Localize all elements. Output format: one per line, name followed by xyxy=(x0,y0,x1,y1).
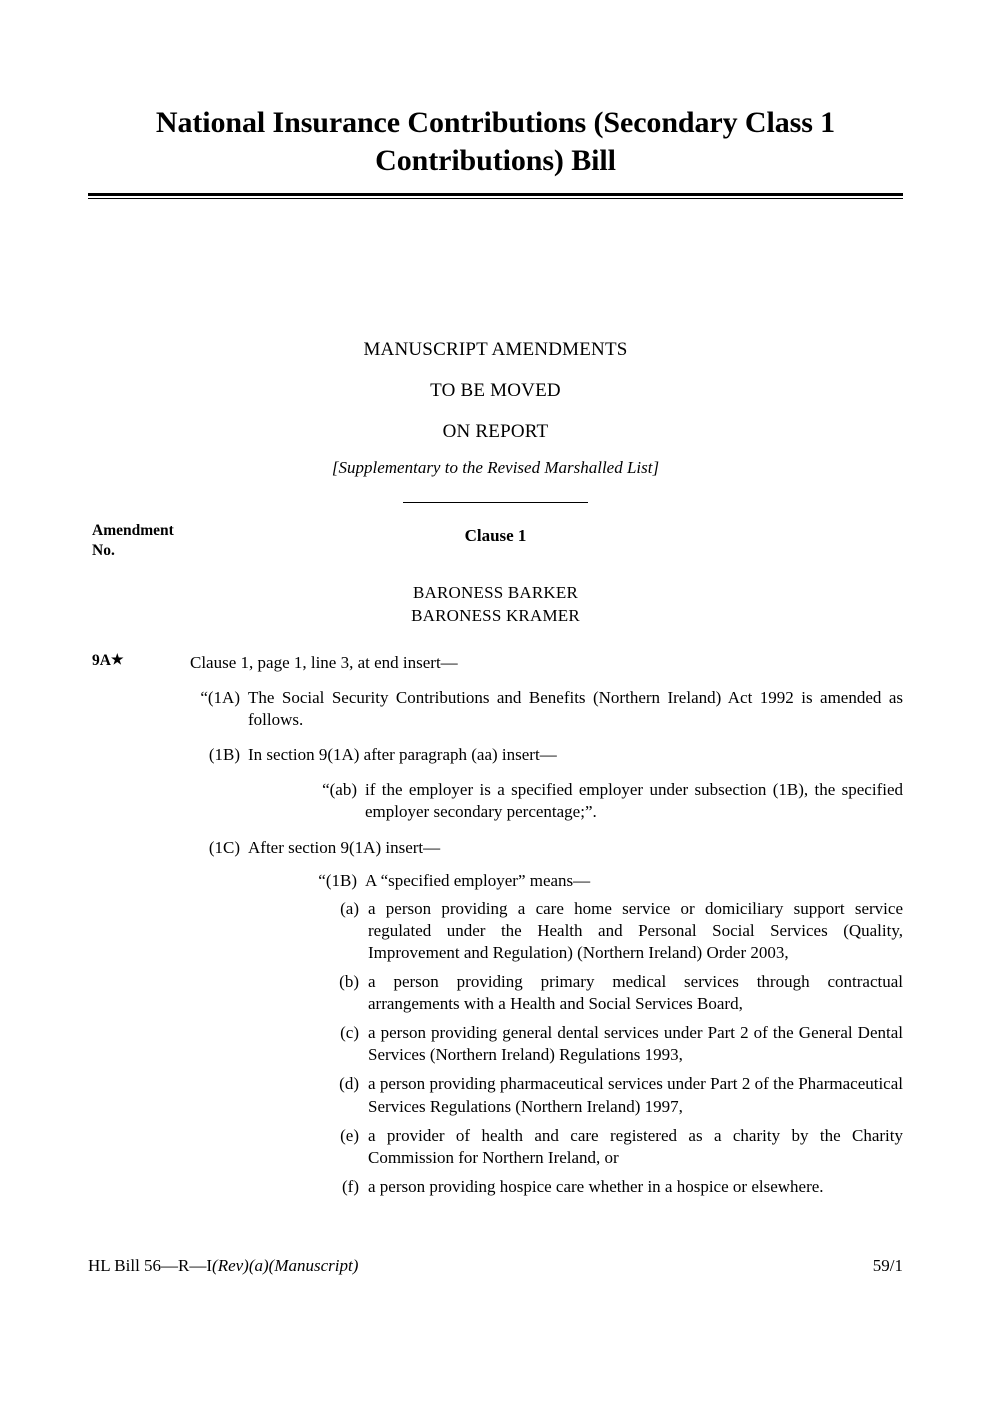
amendment-number-text: 9A xyxy=(92,652,111,669)
amendment-lead-text: Clause 1, page 1, line 3, at end insert— xyxy=(190,653,458,672)
amendment-subparagraph xyxy=(322,779,903,823)
list-item-text: a person providing hospice care whether in a hospice or elsewhere. xyxy=(368,1176,824,1196)
title-divider xyxy=(88,193,903,201)
heading-group xyxy=(88,340,903,503)
list-item-marker: (d) xyxy=(339,1074,359,1094)
amendment-list-item xyxy=(340,1022,903,1066)
page-footer xyxy=(88,1256,903,1276)
list-item-text: a person providing primary medical services through contractual arrangements with a Health and Social Services Board, xyxy=(368,972,903,1014)
sponsor-list xyxy=(88,582,903,628)
amendment-paragraph xyxy=(208,837,903,859)
amendment-list-item xyxy=(342,1176,903,1198)
page-title: National Insurance Contributions (Secondary Class 1 Contributions) Bill xyxy=(155,106,836,178)
list-item-marker: (b) xyxy=(339,972,359,992)
amendment-paragraph xyxy=(200,687,903,731)
list-item-text: a person providing a care home service or domiciliary support service regulated under the Health and Personal Social Services (Quality, Improvement and Regulation) (Northern Ireland) Order 2003, xyxy=(368,898,903,962)
paragraph-text: A “specified employer” means— xyxy=(365,870,591,890)
list-item-text: a provider of health and care registered as a charity by the Charity Commission for Northern Ireland, or xyxy=(368,1125,903,1167)
page-reference: 59/1 xyxy=(872,1256,903,1275)
bill-reference-plain: HL Bill 56—R—I xyxy=(88,1256,213,1275)
amendment-paragraph xyxy=(208,744,903,766)
amendment-subparagraph xyxy=(318,870,903,892)
amendment-list-item xyxy=(339,971,903,1015)
bill-reference xyxy=(88,1256,358,1276)
amendment-number xyxy=(92,652,124,670)
paragraph-marker: “(1A) xyxy=(200,688,240,708)
list-item-marker: (c) xyxy=(340,1023,359,1043)
amendment-list-item xyxy=(340,1125,903,1169)
clause-heading: Clause 1 xyxy=(464,526,527,545)
paragraph-text: if the employer is a specified employer under subsection (1B), the specified employer secondary percentage;”. xyxy=(365,780,903,822)
amendment-no-line2: No. xyxy=(92,542,115,560)
amendment-list-item xyxy=(339,1073,903,1117)
bill-reference-italic: (Rev)(a)(Manuscript) xyxy=(212,1256,359,1275)
amendment-lead-row xyxy=(0,652,991,674)
star-icon: ★ xyxy=(110,653,124,668)
paragraph-text: The Social Security Contributions and Benefits (Northern Ireland) Act 1992 is amended as follows. xyxy=(248,688,903,730)
list-item-marker: (e) xyxy=(340,1125,359,1145)
list-item-marker: (f) xyxy=(342,1176,359,1196)
paragraph-marker: “(1B) xyxy=(318,870,357,890)
amendment-no-line1: Amendment xyxy=(92,522,174,539)
list-item-marker: (a) xyxy=(340,898,359,918)
amendment-list-item xyxy=(340,898,903,964)
list-item-text: a person providing pharmaceutical services under Part 2 of the Pharmaceutical Services Regulations (Northern Ireland) 1997, xyxy=(368,1074,903,1116)
heading-on-report: ON REPORT xyxy=(442,421,549,442)
paragraph-text: In section 9(1A) after paragraph (aa) insert— xyxy=(248,745,557,765)
amendment-block xyxy=(0,652,991,1198)
paragraph-text: After section 9(1A) insert— xyxy=(248,837,441,857)
paragraph-marker: (1C) xyxy=(208,837,240,857)
sponsor-name: BARONESS KRAMER xyxy=(411,605,580,625)
paragraph-marker: (1B) xyxy=(208,745,240,765)
heading-manuscript-amendments: MANUSCRIPT AMENDMENTS xyxy=(363,339,628,360)
paragraph-marker: “(ab) xyxy=(322,780,357,800)
title-block xyxy=(88,104,903,201)
heading-to-be-moved: TO BE MOVED xyxy=(430,380,561,401)
heading-supplementary-note: [Supplementary to the Revised Marshalled List] xyxy=(331,458,660,477)
sponsor-name: BARONESS BARKER xyxy=(412,583,578,602)
list-item-text: a person providing general dental services under Part 2 of the General Dental Services (Northern Ireland) Regulations 1993, xyxy=(368,1023,903,1065)
section-divider xyxy=(403,502,588,503)
